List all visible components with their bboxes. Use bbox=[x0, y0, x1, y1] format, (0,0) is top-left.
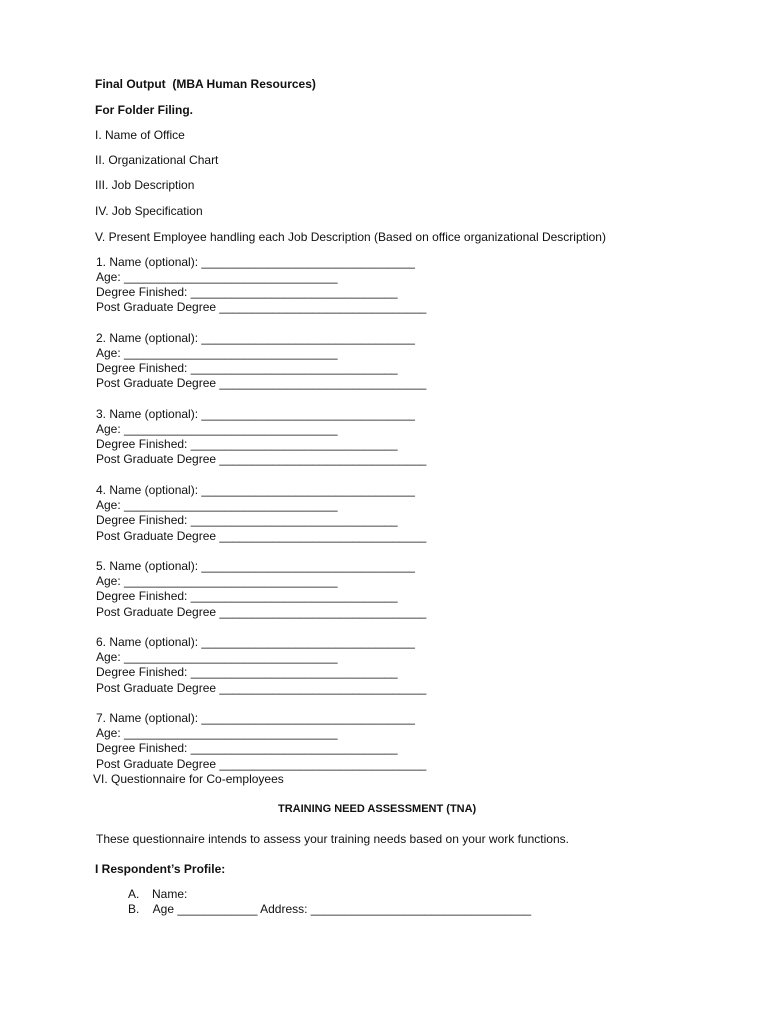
employee-name-field: 2. Name (optional): ________________________________ bbox=[96, 331, 415, 345]
employee-age-field: Age: ________________________________ bbox=[96, 498, 338, 512]
employee-postgrad-field: Post Graduate Degree _______________________________ bbox=[96, 681, 427, 695]
section-heading: VI. Questionnaire for Co-employees bbox=[93, 772, 284, 786]
employee-age-field: Age: ________________________________ bbox=[96, 574, 338, 588]
employee-name-field: 1. Name (optional): ________________________________ bbox=[96, 255, 415, 269]
employee-name-field: 3. Name (optional): ________________________________ bbox=[96, 407, 415, 421]
profile-name-field: Name: bbox=[152, 887, 188, 901]
outline-item: I. Name of Office bbox=[95, 128, 185, 142]
profile-item-marker: B. bbox=[128, 902, 140, 916]
outline-item: II. Organizational Chart bbox=[95, 153, 219, 167]
employee-age-field: Age: ________________________________ bbox=[96, 270, 338, 284]
employee-postgrad-field: Post Graduate Degree _______________________________ bbox=[96, 300, 427, 314]
outline-item: V. Present Employee handling each Job Description (Based on office organizational Description) bbox=[95, 230, 606, 244]
employee-degree-field: Degree Finished: _______________________________ bbox=[96, 589, 398, 603]
outline-item: IV. Job Specification bbox=[95, 204, 203, 218]
outline-item: III. Job Description bbox=[95, 178, 195, 192]
employee-postgrad-field: Post Graduate Degree _______________________________ bbox=[96, 757, 427, 771]
employee-postgrad-field: Post Graduate Degree _______________________________ bbox=[96, 376, 427, 390]
profile-heading: I Respondent’s Profile: bbox=[95, 862, 226, 876]
employee-age-field: Age: ________________________________ bbox=[96, 650, 338, 664]
tna-intro: These questionnaire intends to assess your training needs based on your work functions. bbox=[96, 832, 569, 846]
employee-degree-field: Degree Finished: _______________________________ bbox=[96, 741, 398, 755]
employee-name-field: 6. Name (optional): ________________________________ bbox=[96, 635, 415, 649]
employee-name-field: 5. Name (optional): ________________________________ bbox=[96, 559, 415, 573]
employee-name-field: 4. Name (optional): ________________________________ bbox=[96, 483, 415, 497]
document-title: Final Output (MBA Human Resources) bbox=[95, 77, 316, 91]
employee-degree-field: Degree Finished: _______________________________ bbox=[96, 437, 398, 451]
employee-degree-field: Degree Finished: _______________________________ bbox=[96, 513, 398, 527]
employee-age-field: Age: ________________________________ bbox=[96, 346, 338, 360]
profile-age-address-field: Age ____________ Address: _________________________________ bbox=[150, 902, 532, 916]
tna-title: TRAINING NEED ASSESSMENT (TNA) bbox=[278, 803, 477, 815]
employee-postgrad-field: Post Graduate Degree _______________________________ bbox=[96, 529, 427, 543]
document-subtitle: For Folder Filing. bbox=[95, 103, 193, 117]
employee-name-field: 7. Name (optional): ________________________________ bbox=[96, 711, 415, 725]
employee-degree-field: Degree Finished: _______________________________ bbox=[96, 665, 398, 679]
employee-postgrad-field: Post Graduate Degree _______________________________ bbox=[96, 452, 427, 466]
employee-age-field: Age: ________________________________ bbox=[96, 422, 338, 436]
employee-degree-field: Degree Finished: _______________________________ bbox=[96, 361, 398, 375]
employee-age-field: Age: ________________________________ bbox=[96, 726, 338, 740]
employee-postgrad-field: Post Graduate Degree _______________________________ bbox=[96, 605, 427, 619]
profile-item-marker: A. bbox=[128, 887, 140, 901]
employee-degree-field: Degree Finished: _______________________________ bbox=[96, 285, 398, 299]
